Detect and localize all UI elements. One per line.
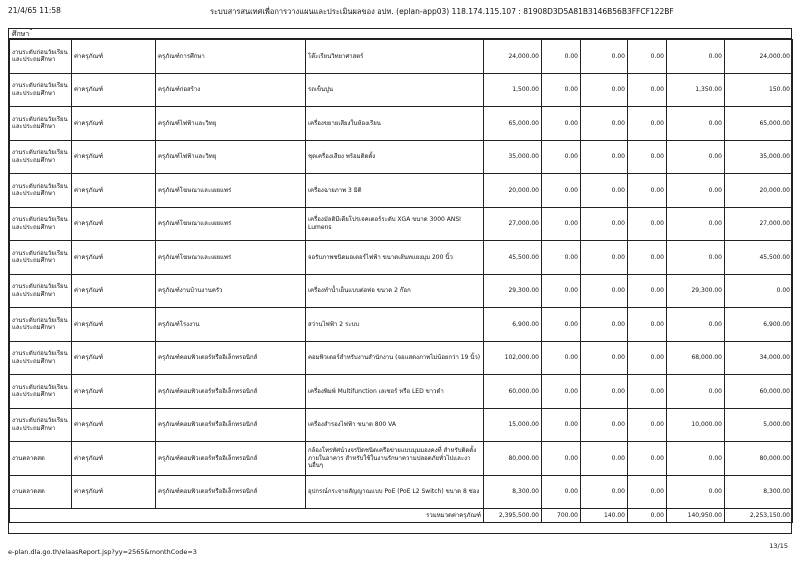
amount-2-cell: 0.00 (542, 442, 581, 476)
program-cell: งานระดับก่อนวัยเรียนและประถมศึกษา (10, 308, 72, 342)
amount-3-cell: 0.00 (581, 442, 628, 476)
remaining-cell: 27,000.00 (725, 207, 793, 241)
remaining-cell: 150.00 (725, 73, 793, 107)
remaining-cell: 5,000.00 (725, 408, 793, 442)
category-cell: ค่าครุภัณฑ์ (72, 140, 156, 174)
amount-2-cell: 0.00 (542, 241, 581, 275)
category-cell: ค่าครุภัณฑ์ (72, 475, 156, 509)
table-row (10, 174, 793, 208)
program-cell: งานระดับก่อนวัยเรียนและประถมศึกษา (10, 207, 72, 241)
amount-3-cell: 0.00 (581, 107, 628, 141)
budget-cell: 45,500.00 (484, 241, 542, 275)
type-cell: ครุภัณฑ์คอมพิวเตอร์หรืออิเล็กทรอนิกส์ (156, 341, 306, 375)
amount-2-cell: 0.00 (542, 375, 581, 409)
disbursed-cell: 0.00 (667, 308, 725, 342)
program-cell: งานระดับก่อนวัยเรียนและประถมศึกษา (10, 140, 72, 174)
category-cell: ค่าครุภัณฑ์ (72, 207, 156, 241)
program-cell: งานระดับก่อนวัยเรียนและประถมศึกษา (10, 107, 72, 141)
report-header (0, 4, 800, 18)
amount-4-cell: 0.00 (628, 375, 667, 409)
remaining-cell: 45,500.00 (725, 241, 793, 275)
table-row (10, 475, 793, 509)
item-cell: ชุดเครื่องเสียง พร้อมติดตั้ง (306, 140, 484, 174)
budget-cell: 27,000.00 (484, 207, 542, 241)
type-cell: ครุภัณฑ์โฆษณาและเผยแพร่ (156, 174, 306, 208)
amount-4-cell: 0.00 (628, 241, 667, 275)
disbursed-cell: 0.00 (667, 207, 725, 241)
amount-2-cell: 0.00 (542, 174, 581, 208)
amount-3-cell: 0.00 (581, 375, 628, 409)
amount-2-cell: 0.00 (542, 140, 581, 174)
amount-3-cell: 0.00 (581, 475, 628, 509)
type-cell: ครุภัณฑ์โฆษณาและเผยแพร่ (156, 241, 306, 275)
total-value-cell: 140,950.00 (667, 509, 725, 523)
disbursed-cell: 0.00 (667, 475, 725, 509)
type-cell: ครุภัณฑ์การศึกษา (156, 40, 306, 74)
category-cell: ค่าครุภัณฑ์ (72, 73, 156, 107)
budget-cell: 15,000.00 (484, 408, 542, 442)
total-value-cell: 700.00 (542, 509, 581, 523)
item-cell: เครื่องพิมพ์ Multifunction เลเซอร์ หรือ LED ขาวดำ (306, 375, 484, 409)
disbursed-cell: 0.00 (667, 241, 725, 275)
remaining-cell: 80,000.00 (725, 442, 793, 476)
amount-3-cell: 0.00 (581, 274, 628, 308)
category-cell: ค่าครุภัณฑ์ (72, 308, 156, 342)
amount-3-cell: 0.00 (581, 40, 628, 74)
amount-4-cell: 0.00 (628, 207, 667, 241)
total-value-cell: 2,395,500.00 (484, 509, 542, 523)
amount-4-cell: 0.00 (628, 140, 667, 174)
report-title: ระบบสารสนเทศเพื่อการวางแผนและประเมินผลของ อปท. (eplan-app03) 118.174.115.107 : 81908D3D5A81B3146B56B3FFCF122BF (210, 7, 674, 16)
budget-cell: 6,900.00 (484, 308, 542, 342)
total-row (10, 509, 793, 523)
item-cell: เครื่องขยายเสียงในห้องเรียน (306, 107, 484, 141)
amount-3-cell: 0.00 (581, 73, 628, 107)
category-cell: ค่าครุภัณฑ์ (72, 274, 156, 308)
budget-cell: 102,000.00 (484, 341, 542, 375)
type-cell: ครุภัณฑ์คอมพิวเตอร์หรืออิเล็กทรอนิกส์ (156, 475, 306, 509)
item-cell: กล้องโทรทัศน์วงจรปิดชนิดเครือข่ายแบบมุมมองคงที่ สำหรับติดตั้งภายในอาคาร สำหรับใช้ในงานรักษาความปลอดภัยทั่วไปและงานอื่นๆ (306, 442, 484, 476)
amount-4-cell: 0.00 (628, 308, 667, 342)
amount-3-cell: 0.00 (581, 140, 628, 174)
total-value-cell: 0.00 (628, 509, 667, 523)
category-cell: ค่าครุภัณฑ์ (72, 442, 156, 476)
remaining-cell: 24,000.00 (725, 40, 793, 74)
item-cell: อุปกรณ์กระจายสัญญาณแบบ PoE (PoE L2 Switch) ขนาด 8 ช่อง (306, 475, 484, 509)
disbursed-cell: 0.00 (667, 174, 725, 208)
program-cell: งานระดับก่อนวัยเรียนและประถมศึกษา (10, 341, 72, 375)
program-cell: งานตลาดสด (10, 442, 72, 476)
amount-2-cell: 0.00 (542, 475, 581, 509)
program-cell: งานระดับก่อนวัยเรียนและประถมศึกษา (10, 73, 72, 107)
remaining-cell: 20,000.00 (725, 174, 793, 208)
category-cell: ค่าครุภัณฑ์ (72, 241, 156, 275)
category-cell: ค่าครุภัณฑ์ (72, 341, 156, 375)
item-cell: เครื่องฉายภาพ 3 มิติ (306, 174, 484, 208)
amount-2-cell: 0.00 (542, 107, 581, 141)
amount-2-cell: 0.00 (542, 207, 581, 241)
amount-2-cell: 0.00 (542, 308, 581, 342)
table-row (10, 341, 793, 375)
table-row (10, 140, 793, 174)
category-cell: ค่าครุภัณฑ์ (72, 174, 156, 208)
amount-2-cell: 0.00 (542, 73, 581, 107)
total-value-cell: 2,253,150.00 (725, 509, 793, 523)
type-cell: ครุภัณฑ์ไฟฟ้าและวิทยุ (156, 140, 306, 174)
continued-label: ศึกษา (9, 29, 791, 39)
program-cell: งานระดับก่อนวัยเรียนและประถมศึกษา (10, 174, 72, 208)
program-cell: งานระดับก่อนวัยเรียนและประถมศึกษา (10, 274, 72, 308)
table-row (10, 408, 793, 442)
amount-2-cell: 0.00 (542, 341, 581, 375)
amount-3-cell: 0.00 (581, 308, 628, 342)
disbursed-cell: 10,000.00 (667, 408, 725, 442)
amount-3-cell: 0.00 (581, 207, 628, 241)
budget-cell: 8,300.00 (484, 475, 542, 509)
budget-cell: 20,000.00 (484, 174, 542, 208)
total-label: รวมหมวดค่าครุภัณฑ์ (10, 509, 484, 523)
amount-4-cell: 0.00 (628, 274, 667, 308)
table-row (10, 442, 793, 476)
amount-4-cell: 0.00 (628, 174, 667, 208)
category-cell: ค่าครุภัณฑ์ (72, 408, 156, 442)
program-cell: งานระดับก่อนวัยเรียนและประถมศึกษา (10, 40, 72, 74)
item-cell: เครื่องมัลติมีเดียโปรเจคเตอร์ระดับ XGA ขนาด 3000 ANSI Lumens (306, 207, 484, 241)
amount-3-cell: 0.00 (581, 408, 628, 442)
type-cell: ครุภัณฑ์โรงงาน (156, 308, 306, 342)
amount-2-cell: 0.00 (542, 274, 581, 308)
disbursed-cell: 29,300.00 (667, 274, 725, 308)
type-cell: ครุภัณฑ์ก่อสร้าง (156, 73, 306, 107)
budget-cell: 80,000.00 (484, 442, 542, 476)
table-row (10, 308, 793, 342)
amount-4-cell: 0.00 (628, 442, 667, 476)
type-cell: ครุภัณฑ์ไฟฟ้าและวิทยุ (156, 107, 306, 141)
remaining-cell: 35,000.00 (725, 140, 793, 174)
type-cell: ครุภัณฑ์งานบ้านงานครัว (156, 274, 306, 308)
amount-2-cell: 0.00 (542, 40, 581, 74)
amount-3-cell: 0.00 (581, 341, 628, 375)
type-cell: ครุภัณฑ์คอมพิวเตอร์หรืออิเล็กทรอนิกส์ (156, 408, 306, 442)
disbursed-cell: 0.00 (667, 40, 725, 74)
disbursed-cell: 0.00 (667, 140, 725, 174)
page-number: 13/15 (769, 542, 788, 550)
type-cell: ครุภัณฑ์คอมพิวเตอร์หรืออิเล็กทรอนิกส์ (156, 375, 306, 409)
amount-3-cell: 0.00 (581, 174, 628, 208)
amount-4-cell: 0.00 (628, 408, 667, 442)
amount-4-cell: 0.00 (628, 475, 667, 509)
table-row (10, 241, 793, 275)
budget-table (9, 39, 793, 523)
disbursed-cell: 1,350.00 (667, 73, 725, 107)
table-row (10, 107, 793, 141)
item-cell: เครื่องทำน้ำเย็นแบบต่อท่อ ขนาด 2 ก๊อก (306, 274, 484, 308)
amount-2-cell: 0.00 (542, 408, 581, 442)
program-cell: งานตลาดสด (10, 475, 72, 509)
item-cell: คอมพิวเตอร์สำหรับงานสำนักงาน (จอแสดงภาพไม่น้อยกว่า 19 นิ้ว) (306, 341, 484, 375)
budget-cell: 24,000.00 (484, 40, 542, 74)
category-cell: ค่าครุภัณฑ์ (72, 107, 156, 141)
item-cell: เครื่องสำรองไฟฟ้า ขนาด 800 VA (306, 408, 484, 442)
type-cell: ครุภัณฑ์โฆษณาและเผยแพร่ (156, 207, 306, 241)
item-cell: สว่านไฟฟ้า 2 ระบบ (306, 308, 484, 342)
table-row (10, 40, 793, 74)
amount-4-cell: 0.00 (628, 40, 667, 74)
category-cell: ค่าครุภัณฑ์ (72, 40, 156, 74)
program-cell: งานระดับก่อนวัยเรียนและประถมศึกษา (10, 241, 72, 275)
amount-3-cell: 0.00 (581, 241, 628, 275)
amount-4-cell: 0.00 (628, 107, 667, 141)
remaining-cell: 6,900.00 (725, 308, 793, 342)
item-cell: รถเข็นปูน (306, 73, 484, 107)
amount-4-cell: 0.00 (628, 73, 667, 107)
item-cell: โต๊ะเรียนวิทยาศาสตร์ (306, 40, 484, 74)
table-row (10, 73, 793, 107)
budget-cell: 35,000.00 (484, 140, 542, 174)
remaining-cell: 65,000.00 (725, 107, 793, 141)
budget-cell: 60,000.00 (484, 375, 542, 409)
item-cell: จอรับภาพชนิดมอเตอร์ไฟฟ้า ขนาดเส้นทแยงมุม 200 นิ้ว (306, 241, 484, 275)
category-cell: ค่าครุภัณฑ์ (72, 375, 156, 409)
program-cell: งานระดับก่อนวัยเรียนและประถมศึกษา (10, 375, 72, 409)
amount-4-cell: 0.00 (628, 341, 667, 375)
table-row (10, 274, 793, 308)
remaining-cell: 34,000.00 (725, 341, 793, 375)
program-cell: งานระดับก่อนวัยเรียนและประถมศึกษา (10, 408, 72, 442)
remaining-cell: 8,300.00 (725, 475, 793, 509)
disbursed-cell: 0.00 (667, 442, 725, 476)
budget-table-sheet (8, 28, 792, 534)
budget-cell: 1,500.00 (484, 73, 542, 107)
total-value-cell: 140.00 (581, 509, 628, 523)
remaining-cell: 0.00 (725, 274, 793, 308)
print-timestamp: 21/4/65 11:58 (8, 6, 61, 15)
budget-cell: 29,300.00 (484, 274, 542, 308)
table-row (10, 207, 793, 241)
table-row (10, 375, 793, 409)
disbursed-cell: 0.00 (667, 107, 725, 141)
footer-url: e-plan.dla.go.th/elaasReport.jsp?yy=2565&monthCode=3 (8, 548, 197, 556)
disbursed-cell: 0.00 (667, 375, 725, 409)
budget-cell: 65,000.00 (484, 107, 542, 141)
remaining-cell: 60,000.00 (725, 375, 793, 409)
type-cell: ครุภัณฑ์คอมพิวเตอร์หรืออิเล็กทรอนิกส์ (156, 442, 306, 476)
disbursed-cell: 68,000.00 (667, 341, 725, 375)
